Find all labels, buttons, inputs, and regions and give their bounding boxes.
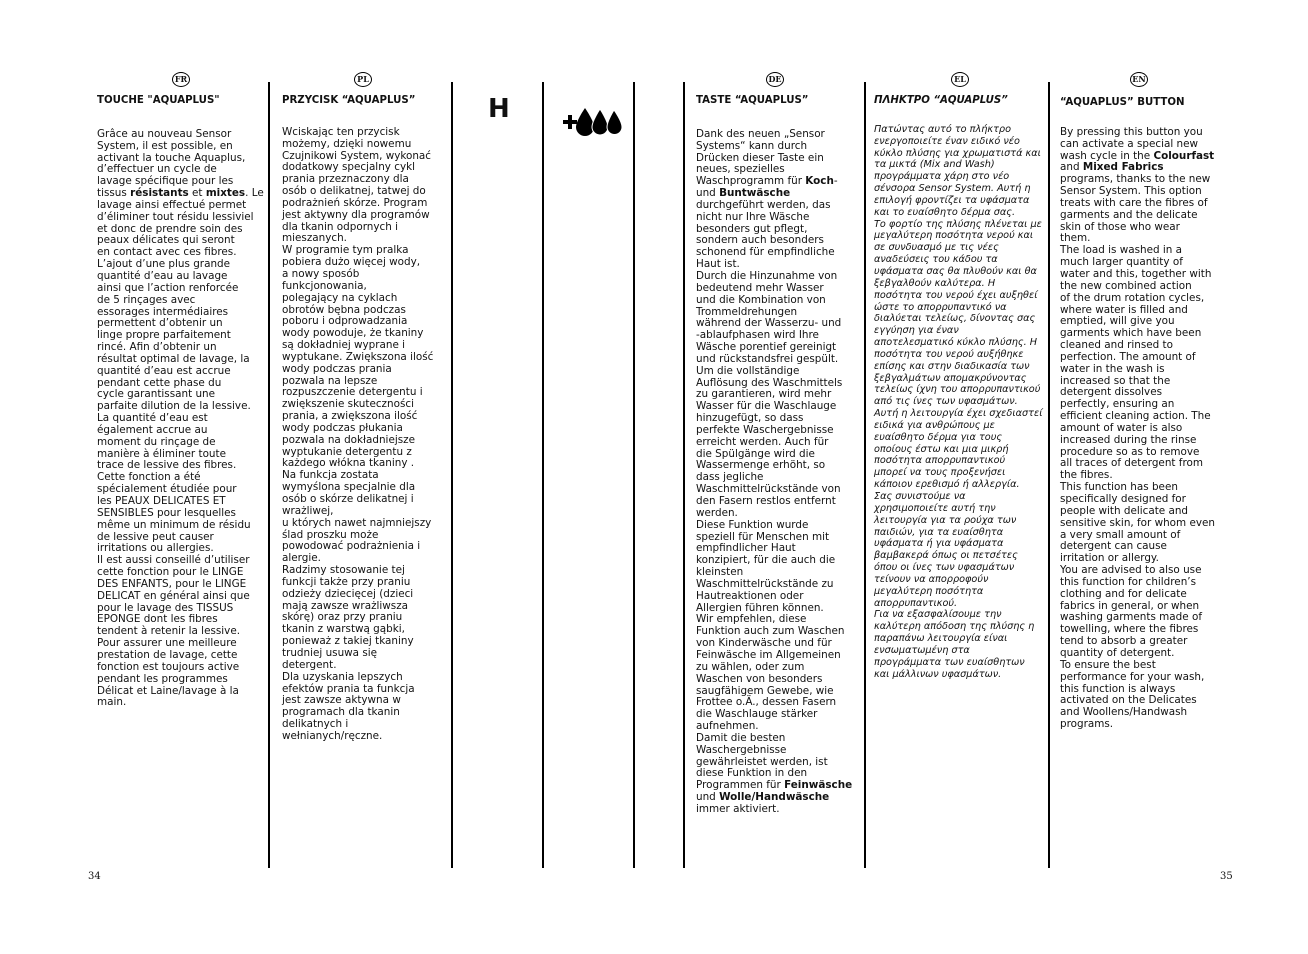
page-number-left: 34 xyxy=(88,871,101,882)
polish-body: Wciskając ten przycisk możemy, dzięki nowemu Czujnikowi System, wykonać dodatkowy specjalny cykl prania przeznaczony dla osób o delikatnej, tatwej do podrażnień skórze. Program jest aktywny dla programów dla tkanin odpornych i mieszanych. W programie tym pralka pobiera dużo więcej wody, a nowy sposób funkcjonowania, polegający na cyklach obrotów bębna podczas poboru i odprowadzania wody powoduje, że tkaniny są dokładniej wyprane i wyptukane. Zwiększona ilość wody podczas prania pozwala na lepsze rozpuszczenie detergentu i zwiększenie skuteczności prania, a zwiększona ilość wody podczas płukania pozwala na dokładniejsze wyptukanie detergentu z każdego włókna tkaniny . Na funkcja zostata wymyślona specjalnie dla osób o skórze delikatnej i wrażliwej, u których nawet najmniejszy ślad proszku może powodować podrażnienia i alergie. Radzimy stosowanie tej funkcji także przy praniu odzieży dziecięcej (dzieci mają zawsze wrażliwsza skórę) oraz przy praniu tkanin z warstwą gąbki, ponieważ z takiej tkaniny trudniej usuwa się detergent. Dla uzyskania lepszych efektów prania ta funkcja jest zawsze aktywna w programach dla tkanin delikatnych i wełnianych/ręczne. xyxy=(282,125,434,742)
column-divider xyxy=(864,82,866,868)
polish-heading: PRZYCISK “AQUAPLUS” xyxy=(282,95,416,106)
french-column xyxy=(97,95,267,709)
column-divider xyxy=(683,82,685,868)
language-badge-pl: PL xyxy=(354,72,372,87)
language-badge-en: EN xyxy=(1130,72,1148,87)
column-divider xyxy=(633,82,635,868)
column-divider xyxy=(451,82,453,868)
column-divider xyxy=(542,82,544,868)
page-number-right: 35 xyxy=(1220,871,1233,882)
column-divider xyxy=(268,82,270,868)
french-body: Grâce au nouveau Sensor System, il est possible, en activant la touche Aquaplus, d’effectuer un cycle de lavage spécifique pour les tissus résistants et mixtes. Le lavage ainsi effectué permet d’éliminer tout résidu lessiviel et donc de prendre soin des peaux délicates qui seront en contact avec ces fibres. L’ajout d’une plus grande quantité d’eau au lavage ainsi que l’action renforcée de 5 rinçages avec essorages intermédiaires permettent d’obtenir un linge propre parfaitement rincé. Afin d’obtenir un résultat optimal de lavage, la quantité d’eau est accrue pendant cette phase du cycle garantissant une parfaite dilution de la lessive. La quantité d’eau est également accrue au moment du rinçage de manière à éliminer toute trace de lessive des fibres. Cette fonction a été spécialement étudiée pour les PEAUX DELICATES ET SENSIBLES pour lesquelles même un minimum de résidu de lessive peut causer irritations ou allergies. Il est aussi conseillé d’utiliser cette fonction pour le LINGE DES ENFANTS, pour le LINGE DELICAT en général ainsi que pour le lavage des TISSUS EPONGE dont les fibres tendent à retenir la lessive. Pour assurer une meilleure prestation de lavage, cette fonction est toujours active pendant les programmes Délicat et Laine/lavage à la main. xyxy=(97,127,264,709)
polish-column xyxy=(282,95,450,743)
language-badge-el: EL xyxy=(951,72,969,87)
greek-heading: ΠΛΗΚΤΡΟ “AQUAPLUS” xyxy=(874,95,1008,106)
language-badge-de: DE xyxy=(766,72,784,87)
german-body: Dank des neuen „Sensor Systems“ kann durch Drücken dieser Taste ein neues, spezielles Waschprogramm für Koch- und Buntwäsche durchgeführt werden, das nicht nur Ihre Wäsche besonders gut pflegt, sondern auch besonders schonend für empfindliche Haut ist. Durch die Hinzunahme von bedeutend mehr Wasser und die Kombination von Trommeldrehungen während der Wasserzu- und -ablaufphasen wird Ihre Wäsche porentief gereinigt und rückstandsfrei gespült. Um die vollständige Auflösung des Waschmittels zu garantieren, wird mehr Wasser für die Waschlauge hinzugefügt, so dass perfekte Waschergebnisse erreicht werden. Auch für die Spülgänge wird die Wassermenge erhöht, so dass jegliche Waschmittelrückstände von den Fasern restlos entfernt werden. Diese Funktion wurde speziell für Menschen mit empfindlicher Haut konzipiert, für die auch die kleinsten Waschmittelrückstände zu Hautreaktionen oder Allergien führen können. Wir empfehlen, diese Funktion auch zum Waschen von Kinderwäsche und für Feinwäsche im Allgemeinen zu wählen, oder zum Waschen von besonders saugfähigem Gewebe, wie Frottee o.Ä., dessen Fasern die Waschlauge stärker aufnehmen. Damit die besten Waschergebnisse gewährleistet werden, ist diese Funktion in den Programmen für Feinwäsche und Wolle/Handwäsche immer aktiviert. xyxy=(696,127,853,815)
plus-water-drops-icon xyxy=(563,106,623,136)
german-column xyxy=(696,95,863,816)
language-badge-fr: FR xyxy=(172,72,190,87)
german-heading: TASTE “AQUAPLUS” xyxy=(696,95,809,106)
section-letter: H xyxy=(488,94,510,124)
french-heading: TOUCHE "AQUAPLUS" xyxy=(97,95,220,106)
greek-body: Πατώντας αυτό το πλήκτρο ενεργοποιείτε έναν ειδικό νέο κύκλο πλύσης για χρωματιστά και τα μικτά (Mix and Wash) προγράμματα χάρη στο νέο σένσορα Sensor System. Αυτή η επιλογή φροντίζει τα υφάσματα και το ευαίσθητο δέρμα σας. Το φορτίο της πλύσης πλένεται με μεγαλύτερη ποσότητα νερού και σε συνδυασμό με τις νέες αναδεύσεις του κάδου τα υφάσματα σας θα πλυθούν και θα ξεβγαλθούν καλύτερα. Η ποσότητα του νερού έχει αυξηθεί ώστε το απορρυπαντικό να διαλύεται τελείως, δίνοντας σας εγγύηση για έναν αποτελεσματικό κύκλο πλύσης. Η ποσότητα του νερού αυξήθηκε επίσης και στην διαδικασία των ξεβγαλμάτων απομακρύνοντας τελείως ίχνη του απορρυπαντικού από τις ίνες των υφασμάτων. Αυτή η λειτουργία έχει σχεδιαστεί ειδικά για ανθρώπους με ευαίσθητο δέρμα για τους οποίους έστω και μια μικρή ποσότητα απορρυπαντικού μπορεί να τους προξενήσει κάποιον ερεθισμό ή αλλεργία. Σας συνιστούμε να χρησιμοποιείτε αυτή την λειτουργία για τα ρούχα των παιδιών, για τα ευαίσθητα υφάσματα ή για υφάσματα βαμβακερά όπως οι πετσέτες όπου οι ίνες των υφασμάτων τείνουν να απορροφούν μεγαλύτερη ποσότητα απορρυπαντικού. Για να εξασφαλίσουμε την καλύτερη απόδοση της πλύσης η παραπάνω λειτουργία είναι ενσωματωμένη στα προγράμματα των ευαίσθητων και μάλλινων υφασμάτων. xyxy=(874,123,1043,680)
column-divider xyxy=(1048,82,1050,868)
english-body: By pressing this button you can activate a special new wash cycle in the Colourfast and Mixed Fabrics programs, thanks to the new Sensor System. This option treats with care the fibres of garments and the delicate skin of those who wear them. The load is washed in a much larger quantity of water and this, together with the new combined action of the drum rotation cycles, where water is filled and emptied, will give you garments which have been cleaned and rinsed to perfection. The amount of water in the wash is increased so that the detergent dissolves perfectly, ensuring an efficient cleaning action. The amount of water is also increased during the rinse procedure so as to remove all traces of detergent from the fibres. This function has been specifically designed for people with delicate and sensitive skin, for whom even a very small amount of detergent can cause irritation or allergy. You are advised to also use this function for children’s clothing and for delicate fabrics in general, or when washing garments made of towelling, where the fibres tend to absorb a greater quantity of detergent. To ensure the best performance for your wash, this function is always activated on the Delicates and Woollens/Handwash programs. xyxy=(1060,125,1215,731)
english-column xyxy=(1060,95,1228,731)
greek-column xyxy=(874,95,1048,681)
english-heading: “AQUAPLUS” BUTTON xyxy=(1060,97,1185,108)
